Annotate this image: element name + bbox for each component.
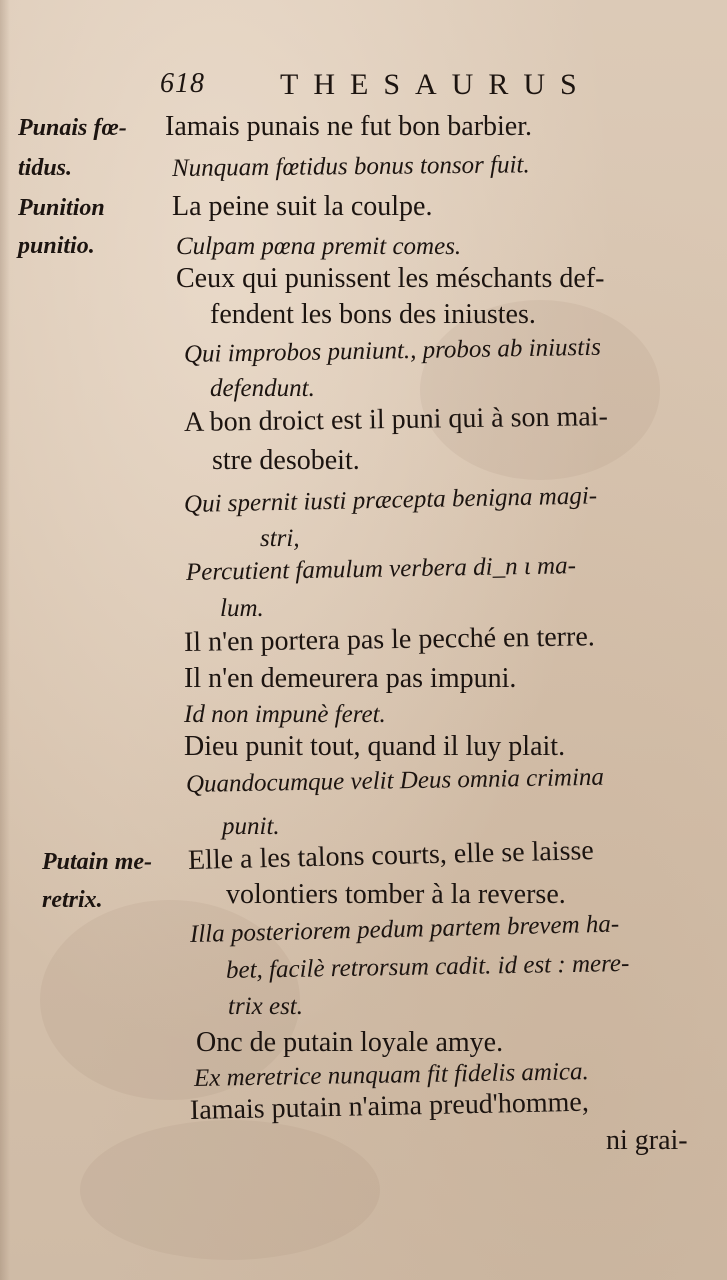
text-line: punit. xyxy=(222,813,280,840)
margin-note: punitio. xyxy=(18,233,95,259)
text-line: Qui improbos puniunt., probos ab iniustis xyxy=(183,333,602,368)
margin-note: Putain me- xyxy=(42,849,153,875)
text-line: Onc de putain loyale amye. xyxy=(196,1027,504,1058)
margin-note: retrix. xyxy=(42,887,103,913)
text-line: Elle a les talons courts, elle se laisse xyxy=(187,835,595,876)
text-line: Dieu punit tout, quand il luy plait. xyxy=(184,731,566,762)
text-line: bet, facilè retrorsum cadit. id est : mere- xyxy=(225,949,630,984)
text-line: A bon droict est il puni qui à son mai- xyxy=(183,401,609,438)
text-line: stri, xyxy=(260,525,300,552)
margin-note: Punition xyxy=(18,195,105,221)
page-header xyxy=(160,68,630,108)
text-line: stre desobeit. xyxy=(212,445,360,476)
page-number: 618 xyxy=(160,68,205,99)
text-line: Il n'en portera pas le pecché en terre. xyxy=(183,621,595,658)
text-line: lum. xyxy=(220,595,264,622)
running-title: THESAURUS xyxy=(280,68,592,101)
text-line: fendent les bons des iniustes. xyxy=(210,299,536,330)
margin-note: tidus. xyxy=(18,155,73,181)
text-line: trix est. xyxy=(228,993,303,1020)
text-line: Quandocumque velit Deus omnia crimina xyxy=(185,763,605,798)
text-line: defendunt. xyxy=(210,375,315,402)
text-line: Percutient famulum verbera di_n ι ma- xyxy=(185,552,577,586)
text-line: Illa posteriorem pedum partem brevem ha- xyxy=(189,910,620,948)
text-line: Ex meretrice nunquam fit fidelis amica. xyxy=(193,1058,589,1092)
paper-stain xyxy=(80,1120,380,1260)
text-line: Ceux qui punissent les méschants def- xyxy=(176,263,605,294)
text-line: Iamais punais ne fut bon barbier. xyxy=(165,111,533,142)
text-line: volontiers tomber à la reverse. xyxy=(226,879,566,910)
text-line: Qui spernit iusti præcepta benigna magi- xyxy=(183,482,598,518)
text-line: Id non impunè feret. xyxy=(184,701,386,728)
margin-note: Punais fœ- xyxy=(18,115,127,141)
text-line: Iamais putain n'aima preud'homme, xyxy=(189,1086,590,1126)
page-edge-shadow xyxy=(0,0,10,1280)
text-line: Nunquam fœtidus bonus tonsor fuit. xyxy=(171,151,530,182)
text-line: Culpam pœna premit comes. xyxy=(176,233,462,260)
text-line: ni grai- xyxy=(606,1125,688,1156)
text-line: La peine suit la coulpe. xyxy=(172,191,433,222)
text-line: Il n'en demeurera pas impuni. xyxy=(184,663,517,694)
